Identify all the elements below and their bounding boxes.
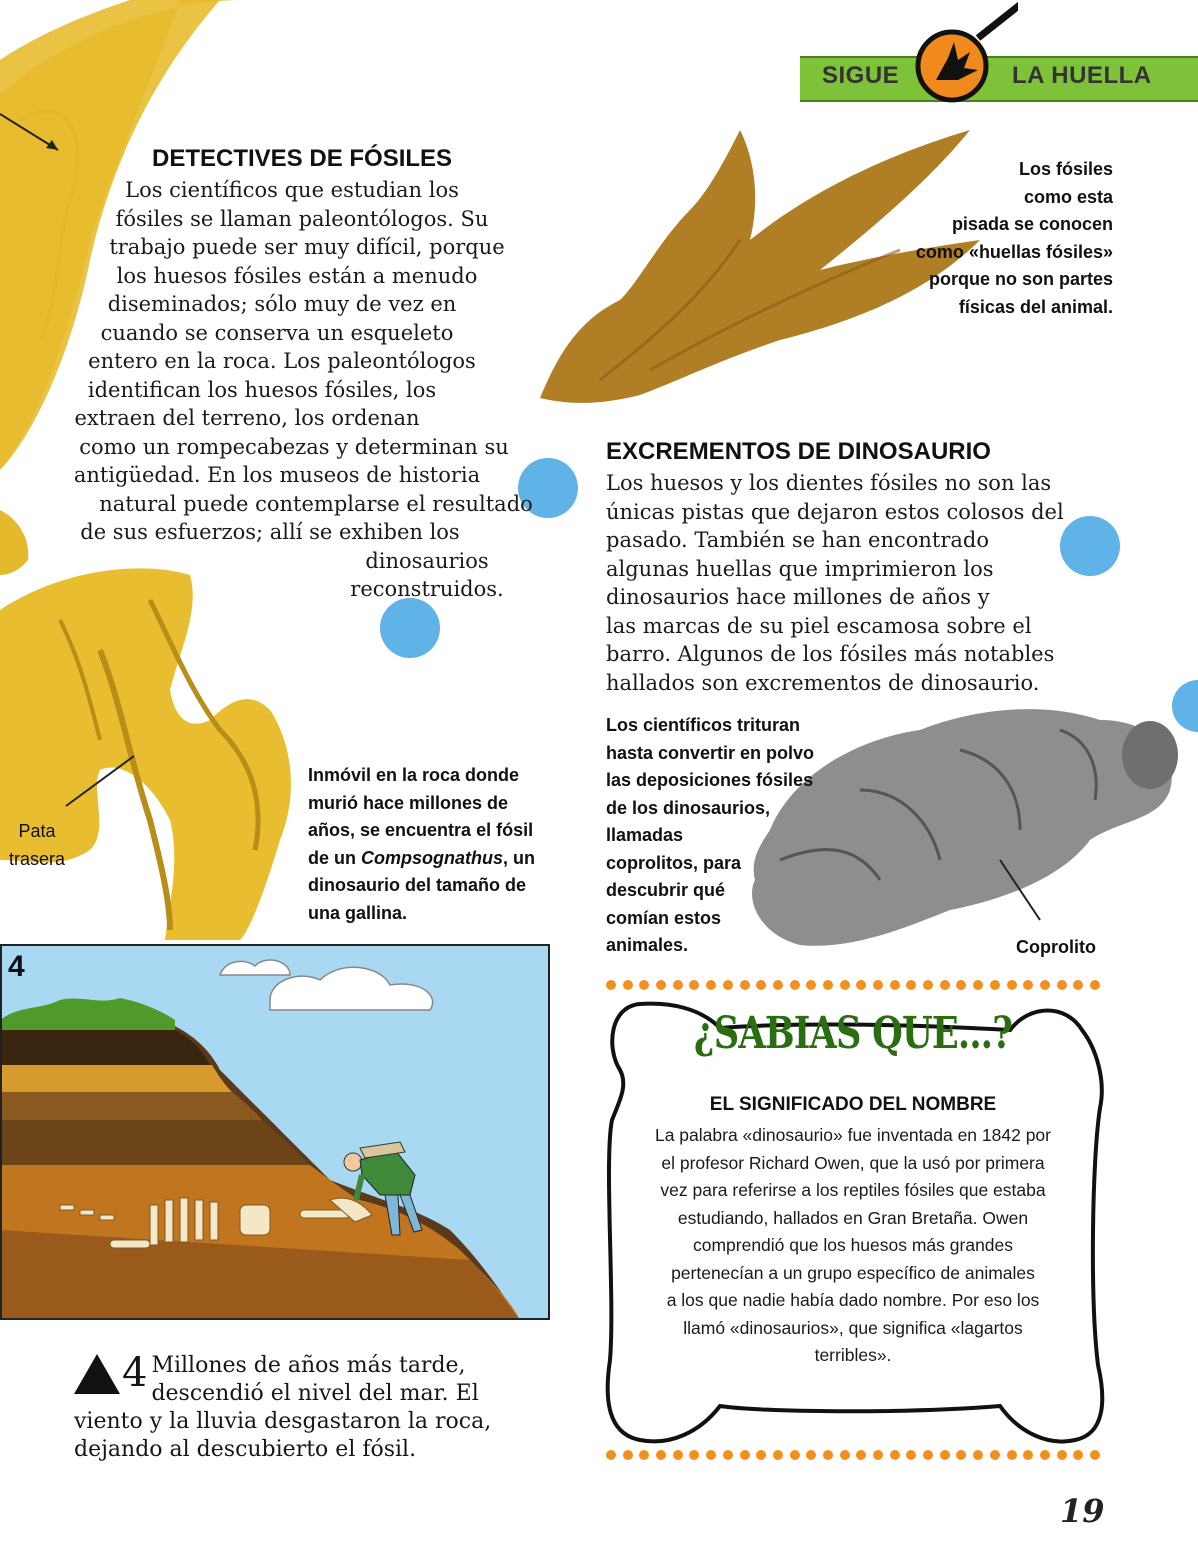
- compsognathus-caption: [308, 762, 558, 927]
- text-line: como esta: [1023, 186, 1113, 207]
- text-line: dinosaurios reconstruidos.: [350, 548, 504, 601]
- compsognathus-fossil-image: [0, 568, 291, 940]
- text-line: porque no son partes: [928, 269, 1113, 289]
- text-line: dinosaurios hace millones de años y: [606, 585, 990, 609]
- text-line: dejando al descubierto el fósil.: [74, 1437, 417, 1462]
- text-line: cuando se conserva un esqueleto: [100, 320, 454, 345]
- text-line: descubrir qué: [606, 880, 726, 900]
- text-line: pertenecían a un grupo específico de animales: [671, 1262, 1035, 1283]
- text-line: como un rompecabezas y determinan su: [79, 434, 509, 459]
- text-line: Los científicos que estudian los: [125, 178, 459, 202]
- text-line: llamadas: [606, 825, 684, 845]
- dot-divider-top: [606, 980, 1100, 992]
- species-name: Compsognathus: [361, 847, 503, 868]
- text-line: dinosaurio del tamaño de: [308, 875, 527, 895]
- text-line: las marcas de su piel escamosa sobre el: [606, 613, 1032, 638]
- text-line: coprolitos, para: [606, 852, 742, 873]
- hind-leg-label: [6, 818, 68, 873]
- text-line: terribles».: [814, 1345, 892, 1365]
- did-you-know-body: [630, 1122, 1076, 1370]
- coprolite-label: Coprolito: [1016, 937, 1096, 957]
- excrementos-title: EXCREMENTOS DE DINOSAURIO: [606, 438, 991, 465]
- text-segment: de un: [308, 847, 361, 868]
- text-line: Millones de años más tarde,: [151, 1353, 466, 1378]
- step-4-caption: [74, 1352, 544, 1464]
- text-line: barro. Algunos de los fósiles más notables: [606, 642, 1055, 666]
- detectives-title: DETECTIVES DE FÓSILES: [152, 145, 453, 172]
- text-line: antigüedad. En los museos de historia: [73, 463, 481, 487]
- triangle-marker-icon: [74, 1354, 120, 1394]
- detectives-body: [73, 176, 562, 604]
- text-line: identifican los huesos fósiles, los: [87, 377, 437, 402]
- coprolite-caption: [606, 712, 866, 960]
- text-line: llamó «dinosaurios», que significa «lagartos: [683, 1317, 1023, 1338]
- text-line: viento y la lluvia desgastaron la roca,: [74, 1409, 492, 1434]
- text-line: Los científicos trituran: [606, 715, 801, 735]
- header-right-label: LA HUELLA: [1012, 62, 1152, 89]
- text-line: como «huellas fósiles»: [915, 241, 1113, 262]
- text-line: murió hace millones de: [308, 792, 509, 813]
- magnifier-badge: [908, 0, 1018, 110]
- text-line: el profesor Richard Owen, que la usó por primera: [661, 1152, 1045, 1173]
- text-line: natural puede contemplarse el resultado: [99, 491, 533, 516]
- text-line: comían estos: [606, 907, 722, 928]
- text-line: físicas del animal.: [958, 296, 1113, 317]
- text-line: a los que nadie había dado nombre. Por eso los: [666, 1290, 1040, 1310]
- text-line: Pata: [18, 821, 56, 841]
- text-line: descendió el nivel del mar. El: [151, 1381, 479, 1406]
- step-4-panel: [0, 944, 550, 1320]
- did-you-know-subtitle: EL SIGNIFICADO DEL NOMBRE: [709, 1094, 997, 1115]
- text-line: animales.: [606, 935, 689, 955]
- text-line: una gallina.: [308, 902, 408, 923]
- step-panel-number: 4: [8, 950, 25, 983]
- text-line: Inmóvil en la roca donde: [308, 765, 520, 785]
- text-line: La palabra «dinosaurio» fue inventada en 1842 por: [654, 1125, 1051, 1145]
- text-line: [308, 845, 558, 873]
- text-line: algunas huellas que imprimieron los: [606, 556, 994, 581]
- excrementos-body: [606, 469, 1106, 697]
- text-segment: , un: [503, 847, 535, 868]
- text-line: los huesos fósiles están a menudo: [116, 263, 478, 288]
- text-line: hasta convertir en polvo: [606, 742, 815, 763]
- text-line: entero en la roca. Los paleontólogos: [88, 349, 476, 373]
- did-you-know-title: ¿SABIAS QUE...?: [693, 1008, 1013, 1059]
- page-number: 19: [1060, 1492, 1105, 1530]
- text-line: Los fósiles: [1018, 159, 1113, 179]
- text-line: comprendió que los huesos más grandes: [692, 1235, 1014, 1255]
- text-line: trasera: [8, 848, 66, 869]
- text-line: diseminados; sólo muy de vez en: [107, 292, 457, 316]
- text-line: estudiando, hallados en Gran Bretaña. Owen: [677, 1207, 1029, 1228]
- text-line: Los huesos y los dientes fósiles no son las: [606, 471, 1052, 495]
- text-line: las deposiciones fósiles: [606, 770, 814, 790]
- text-line: hallados son excrementos de dinosaurio.: [606, 670, 1040, 695]
- text-line: años, se encuentra el fósil: [308, 820, 534, 840]
- dot-divider-bottom: [606, 1450, 1100, 1462]
- text-line: de los dinosaurios,: [606, 797, 771, 818]
- text-line: vez para referirse a los reptiles fósiles que estaba: [660, 1180, 1046, 1200]
- text-line: pasado. También se han encontrado: [606, 528, 990, 552]
- text-line: fósiles se llaman paleontólogos. Su: [115, 206, 489, 231]
- text-line: pisada se conocen: [951, 214, 1113, 234]
- text-line: trabajo puede ser muy difícil, porque: [109, 235, 505, 259]
- text-line: únicas pistas que dejaron estos colosos del: [606, 499, 1064, 524]
- header-left-label: SIGUE: [822, 62, 900, 89]
- footprint-caption: [880, 156, 1113, 321]
- text-line: extraen del terreno, los ordenan: [74, 406, 420, 430]
- step-caption-number: 4: [122, 1350, 148, 1396]
- text-line: de sus esfuerzos; allí se exhiben los: [80, 520, 460, 544]
